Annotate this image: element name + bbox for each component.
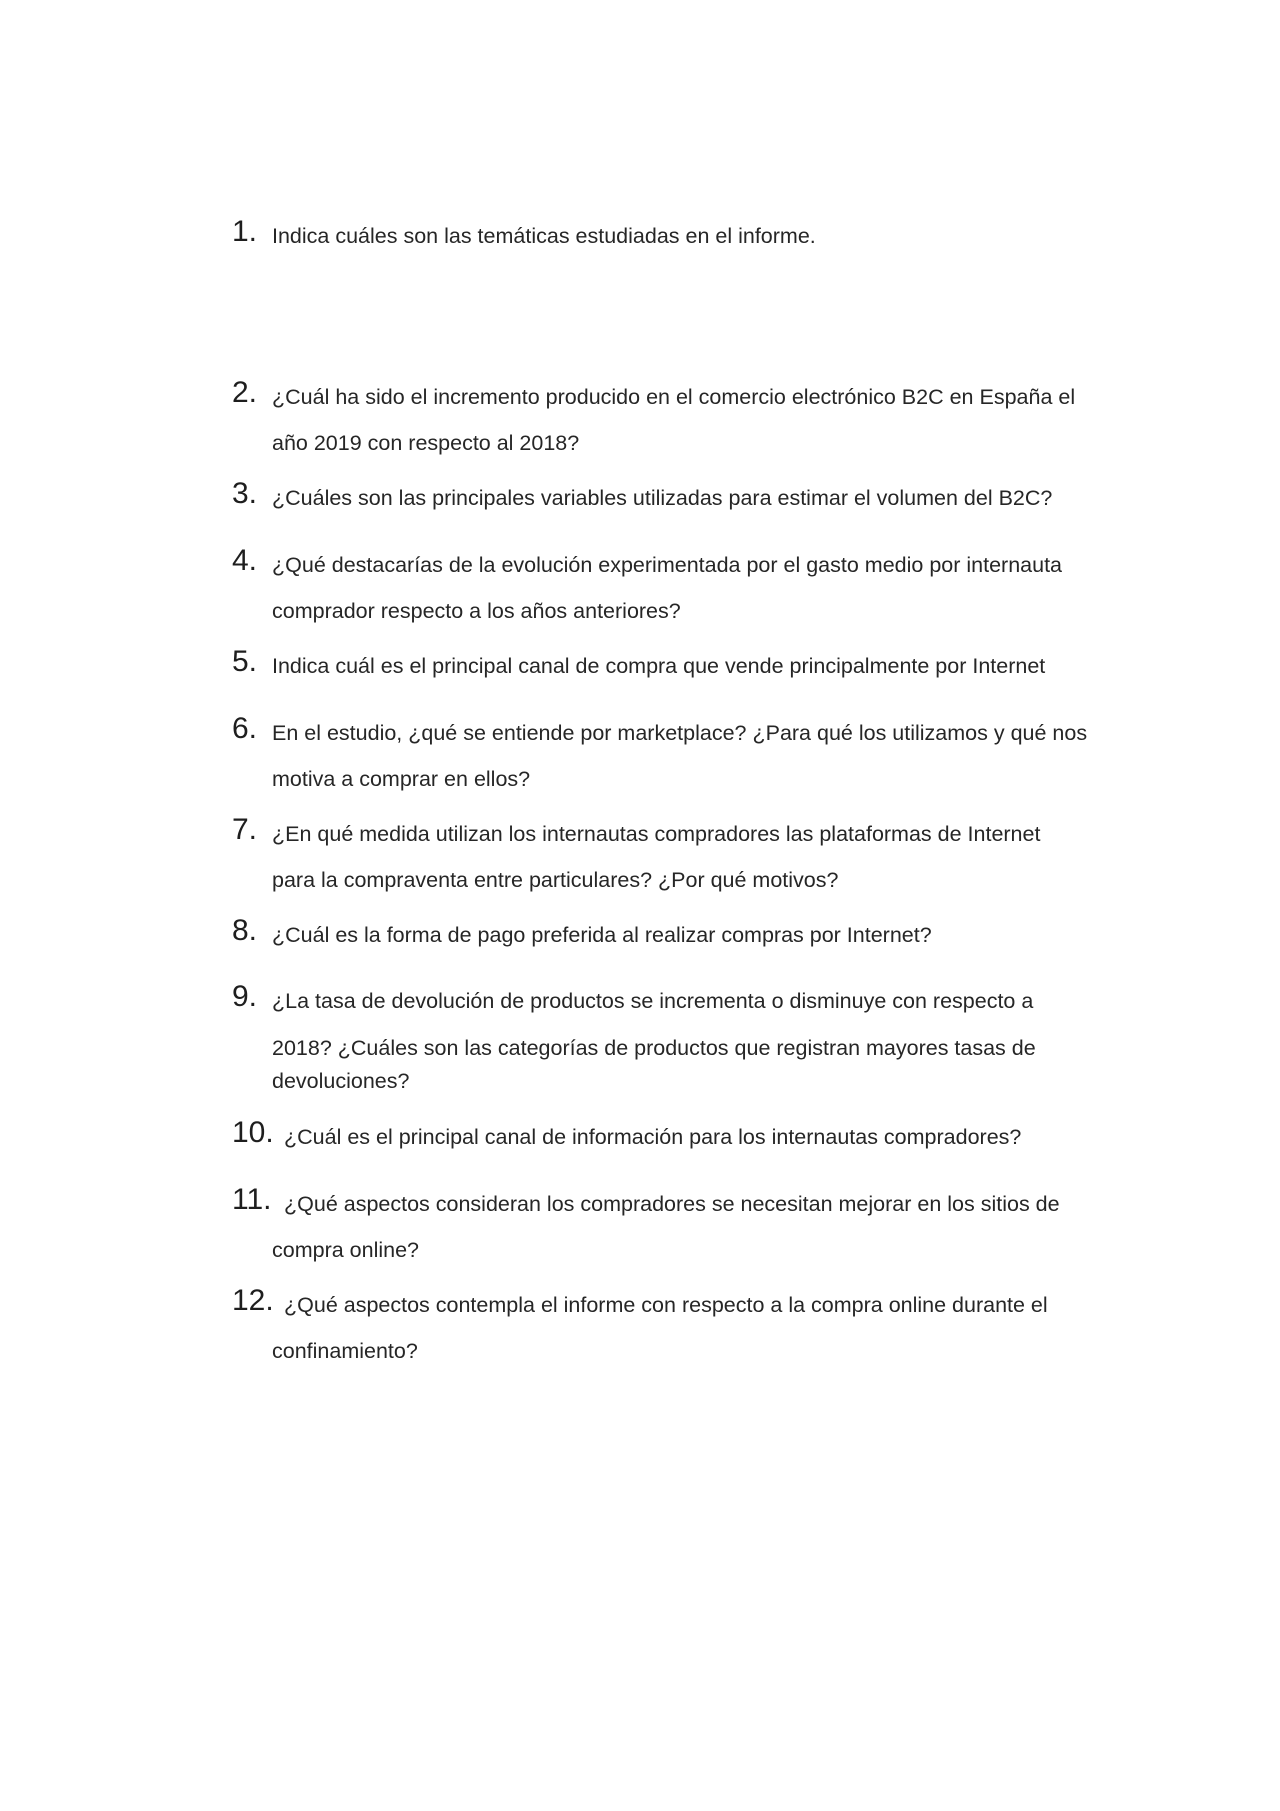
question-number: 6. — [232, 712, 258, 745]
question-text: ¿La tasa de devolución de productos se incrementa o disminuye con respecto a — [272, 989, 1034, 1013]
question-number: 2. — [232, 376, 258, 409]
question-text: año 2019 con respecto al 2018? — [272, 431, 580, 455]
question-number: 7. — [232, 813, 258, 846]
question-number: 4. — [232, 544, 258, 577]
question-number: 12. — [232, 1284, 274, 1317]
question-text: ¿Cuál es la forma de pago preferida al realizar compras por Internet? — [272, 923, 932, 947]
question-number: 5. — [232, 645, 258, 678]
question-number: 9. — [232, 980, 258, 1013]
question-text: ¿Cuál es el principal canal de información para los internautas compradores? — [284, 1125, 1022, 1149]
question-text: ¿Cuál ha sido el incremento producido en el comercio electrónico B2C en España el — [272, 385, 1076, 409]
question-text: Indica cuáles son las temáticas estudiadas en el informe. — [272, 224, 816, 248]
question-text: ¿Qué aspectos contempla el informe con respecto a la compra online durante el — [284, 1293, 1048, 1317]
question-text: comprador respecto a los años anteriores? — [272, 599, 681, 623]
question-number: 11. — [232, 1183, 272, 1216]
question-text: ¿Qué destacarías de la evolución experimentada por el gasto medio por internauta — [272, 553, 1062, 577]
question-text: compra online? — [272, 1238, 420, 1262]
question-number: 1. — [232, 215, 258, 248]
question-text: para la compraventa entre particulares? ¿Por qué motivos? — [272, 868, 839, 892]
question-number: 10. — [232, 1116, 274, 1149]
question-text: motiva a comprar en ellos? — [272, 767, 531, 791]
question-text: devoluciones? — [272, 1069, 410, 1093]
question-text: confinamiento? — [272, 1339, 418, 1363]
question-number: 8. — [232, 914, 258, 947]
question-text: 2018? ¿Cuáles son las categorías de productos que registran mayores tasas de — [272, 1036, 1036, 1060]
question-text: En el estudio, ¿qué se entiende por marketplace? ¿Para qué los utilizamos y qué nos — [272, 721, 1088, 745]
question-number: 3. — [232, 477, 258, 510]
question-text: ¿Cuáles son las principales variables utilizadas para estimar el volumen del B2C? — [272, 486, 1053, 510]
question-text: Indica cuál es el principal canal de compra que vende principalmente por Internet — [272, 654, 1046, 678]
question-text: ¿Qué aspectos consideran los compradores se necesitan mejorar en los sitios de — [284, 1192, 1060, 1216]
question-text: ¿En qué medida utilizan los internautas compradores las plataformas de Internet — [272, 822, 1041, 846]
